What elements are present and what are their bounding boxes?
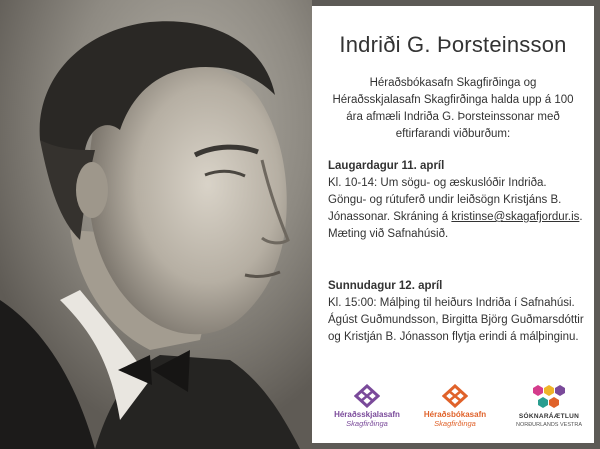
intro-text: Héraðsbókasafn Skagfirðinga og Héraðsskjalasafn Skagfirðinga halda upp á 100 ára afmæli Indriða G. Þorsteinssonar með eftirfarandi viðburðum:: [332, 77, 574, 140]
page-title: Indriði G. Þorsteinsson: [339, 32, 567, 57]
logo-heradsbokasafn: Héraðsbókasafn Skagfirðinga: [418, 384, 492, 428]
event-heading: Sunnudagur 12. apríl: [328, 280, 443, 292]
logo-heradsskjalasafn: Héraðsskjalasafn Skagfirðinga: [330, 384, 404, 428]
info-panel: [312, 6, 594, 443]
knot-icon: [442, 384, 468, 408]
event-description: Kl. 15:00: Málþing til heiðurs Indriða í Safnahúsi. Ágúst Guðmundsson, Birgitta Björg Guðmarsdóttir og Kristján B. Jónasson flytja erindi á málþinginu.: [328, 297, 584, 343]
logo-soknaraaetlun: SÓKNARÁÆTLUN NORÐURLANDS VESTRA: [508, 384, 590, 430]
event-sunday: [328, 278, 586, 346]
event-saturday: [328, 158, 586, 243]
event-heading: Laugardagur 11. apríl: [328, 160, 445, 172]
email-link[interactable]: kristinse@skagafjordur.is: [451, 211, 580, 223]
knot-icon: [354, 384, 380, 408]
event-description: Kl. 10-14: Um sögu- og æskuslóðir Indriða. Göngu- og rútuferð undir leiðsögn Kristjáns B. Jónassonar. Skráning á kristinse@skagafjordur.is. Mæting við Safnahúsið.: [328, 177, 583, 240]
hexagon-cluster-icon: [532, 384, 566, 410]
